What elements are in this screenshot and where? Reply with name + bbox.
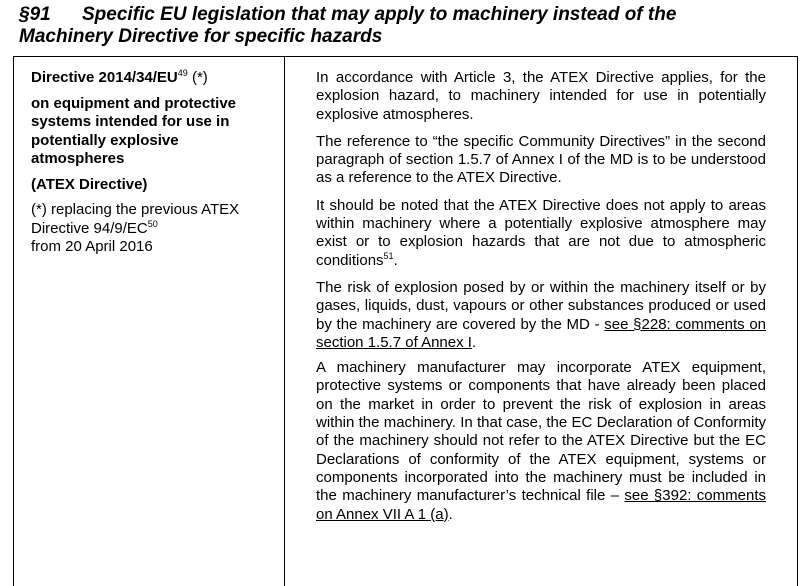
directive-cell xyxy=(31,69,271,264)
section-392-link[interactable]: see §392: comments on Annex VII A 1 (a) xyxy=(316,487,766,523)
paragraph-1: In accordance with Article 3, the ATEX Directive applies, for the explosion hazard, to machinery intended for use in potentially explosive atmospheres. xyxy=(316,69,766,123)
directive-footnote-ref[interactable]: 49 xyxy=(177,68,188,78)
paragraph-3 xyxy=(316,197,766,270)
paragraph-5-end: . xyxy=(448,505,453,523)
directive-title xyxy=(31,69,271,88)
directive-short-name: (ATEX Directive) xyxy=(31,175,148,193)
heading-title-line-1: Specific EU legislation that may apply to machinery instead of the xyxy=(82,4,677,25)
directive-subject: on equipment and protective systems intended for use in potentially explosive atmospheres xyxy=(31,94,237,167)
paragraph-4 xyxy=(316,279,766,352)
paragraph-4-text: The risk of explosion posed by or within the machinery itself or by gases, liquids, dust, vapours or other substances produced or used by the machinery are covered by the MD - xyxy=(316,278,766,333)
directive-note xyxy=(31,201,271,257)
note-date: from 20 April 2016 xyxy=(31,238,153,255)
note-footnote-ref[interactable]: 50 xyxy=(147,218,158,229)
paragraph-3-end: . xyxy=(393,251,398,269)
paragraph-2: The reference to “the specific Community Directives” in the second paragraph of section 1.5.7 of Annex I of the MD is to be understood as a reference to the ATEX Directive. xyxy=(316,132,766,187)
directive-mark: (*) xyxy=(187,69,208,86)
note-text: (*) replacing the previous ATEX Directive 94/9/EC xyxy=(31,201,240,237)
paragraph-3-footnote-ref[interactable]: 51 xyxy=(383,250,394,261)
section-number: §91 xyxy=(19,4,51,25)
column-divider xyxy=(284,57,285,586)
legislation-table xyxy=(13,56,798,586)
paragraph-4-end: . xyxy=(471,333,477,351)
directive-name: Directive 2014/34/EU xyxy=(31,69,178,86)
heading-title-line-2: Machinery Directive for specific hazards xyxy=(19,26,383,47)
heading-line-1 xyxy=(19,4,799,26)
comments-cell xyxy=(316,69,766,533)
paragraph-5 xyxy=(316,359,766,524)
paragraph-5-text: A machinery manufacturer may incorporate ATEX equipment, protective systems or components that have already been placed on the market in order to prevent the risk of explosion in areas within the machinery. In that case, the EC Declaration of Conformity of the machinery should not refer to the ATEX Directive but the EC Declarations of conformity of the ATEX equipment, systems or components incorporated into the machinery must be included in the machinery manufacturer’s technical file – xyxy=(316,359,766,505)
section-heading xyxy=(19,4,799,48)
section-228-link[interactable]: see §228: comments on section 1.5.7 of Annex I xyxy=(316,315,766,351)
paragraph-3-text: It should be noted that the ATEX Directive does not apply to areas within machinery where a potentially explosive atmosphere may exist or to explosion hazards that are not due to atmospheric conditions xyxy=(316,196,766,269)
